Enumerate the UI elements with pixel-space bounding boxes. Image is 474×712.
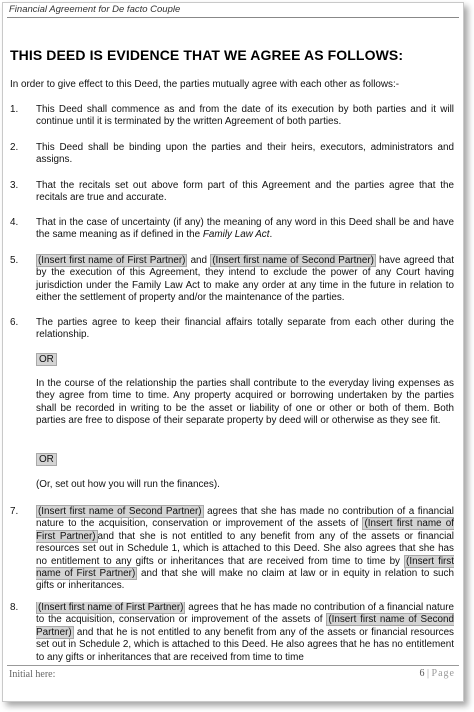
header-divider — [7, 17, 459, 18]
clause-4 — [10, 217, 454, 243]
placeholder-first-partner[interactable]: (Insert first name of First Partner) — [36, 555, 454, 580]
clause-text: This Deed shall commence as and from the date of its execution by both parties and it will continue until it is terminated by the written Agreement of both parties. — [36, 104, 454, 128]
clause-3 — [10, 180, 454, 206]
clause-text: (Insert first name of First Partner) agrees that he has made no contribution of a financial nature to the acquisition, conservation or improvement of the assets of (Insert first name of Second Partner) and that he is not entitled to any benefit from any of the assets or financial resources set out in Schedule 2, which is attached to this Deed. He also agrees that he has no entitlement to any gifts or inheritances that are received from time to time — [36, 602, 454, 663]
document-page — [2, 2, 464, 702]
clause-6 — [10, 317, 454, 343]
placeholder-first-partner[interactable]: (Insert first name of First Partner) — [38, 255, 186, 266]
clause-text: That in the case of uncertainty (if any) the meaning of any word in this Deed shall be and have the same meaning as if defined in the Family Law Act. — [36, 217, 454, 241]
or-separator: OR — [36, 354, 57, 365]
clause-2 — [10, 142, 454, 168]
placeholder-first-partner[interactable]: (Insert first name of First Partner) — [38, 602, 184, 613]
or-separator: OR — [36, 454, 57, 465]
placeholder-second-partner[interactable]: (Insert first name of Second Partner) — [36, 614, 454, 638]
clause-text: (Insert first name of First Partner) and (Insert first name of Second Partner) have agreed that by the execution of this Agreement, they intend to exclude the power of any Court having jurisdiction under the Family Law Act to make any order at any time in the future in relation to either the settlement of property and/or the maintenance of the parties. — [36, 255, 454, 304]
clause-number: 2. — [10, 142, 19, 153]
italic-act-name: Family Law Act — [202, 229, 270, 241]
clause-5 — [10, 255, 454, 307]
page-number: 6 | Page — [419, 668, 455, 679]
clause-text: That the recitals set out above form part of this Agreement and the parties agree that the recitals are true and accurate. — [36, 180, 454, 204]
clause-number: 8. — [10, 602, 19, 613]
placeholder-first-partner[interactable]: (Insert first name of First Partner) — [36, 518, 455, 542]
footer-divider — [7, 665, 459, 666]
placeholder-second-partner[interactable]: (Insert first name of Second Partner) — [212, 255, 374, 266]
clause-number: 4. — [10, 217, 19, 228]
clause-text: This Deed shall be binding upon the parties and their heirs, executors, administrators and assigns. — [36, 142, 454, 166]
deed-heading: THIS DEED IS EVIDENCE THAT WE AGREE AS FOLLOWS: — [10, 47, 404, 63]
clause-7 — [10, 506, 454, 596]
clause-number: 6. — [10, 317, 19, 328]
clause-number: 1. — [10, 104, 19, 115]
clause-number: 3. — [10, 180, 19, 191]
initial-here-label: Initial here: — [9, 669, 56, 680]
intro-paragraph: In order to give effect to this Deed, the parties mutually agree with each other as follows:- — [10, 79, 399, 90]
placeholder-second-partner[interactable]: (Insert first name of Second Partner) — [38, 506, 202, 517]
clause-text: (Insert first name of Second Partner) agrees that she has made no contribution of a financial nature to the acquisition, conservation or improvement of the assets of (Insert first name of First Partner) and that she is not entitled to any benefit from any of the assets or financial resources set out in Schedule 1, which is attached to this Deed. She also agrees that she has no entitlement to any gifts or inheritances that are received from time to time by (Insert first name of First Partner) and that she will make no claim at law or in equity in relation to such gifts or inheritances. — [36, 506, 455, 592]
clause-text: The parties agree to keep their financial affairs totally separate from each other during the relationship. — [36, 317, 454, 341]
clause-1 — [10, 104, 454, 130]
clause-number: 5. — [10, 255, 19, 266]
clause-number: 7. — [10, 506, 19, 517]
clause-6-option-paragraph: In the course of the relationship the parties shall contribute to the everyday living expenses as they agree from time to time. Any property acquired or borrowing undertaken by the parties shall be recorded in writing to be the asset or liability of one or other or both of them. Both parties are free to dispose of their separate property by deed will or otherwise as they see fit. — [36, 378, 454, 427]
document-header: Financial Agreement for De facto Couple — [9, 4, 181, 15]
clause-8 — [10, 602, 454, 664]
clause-6-other-option: (Or, set out how you will run the finances). — [36, 479, 220, 490]
